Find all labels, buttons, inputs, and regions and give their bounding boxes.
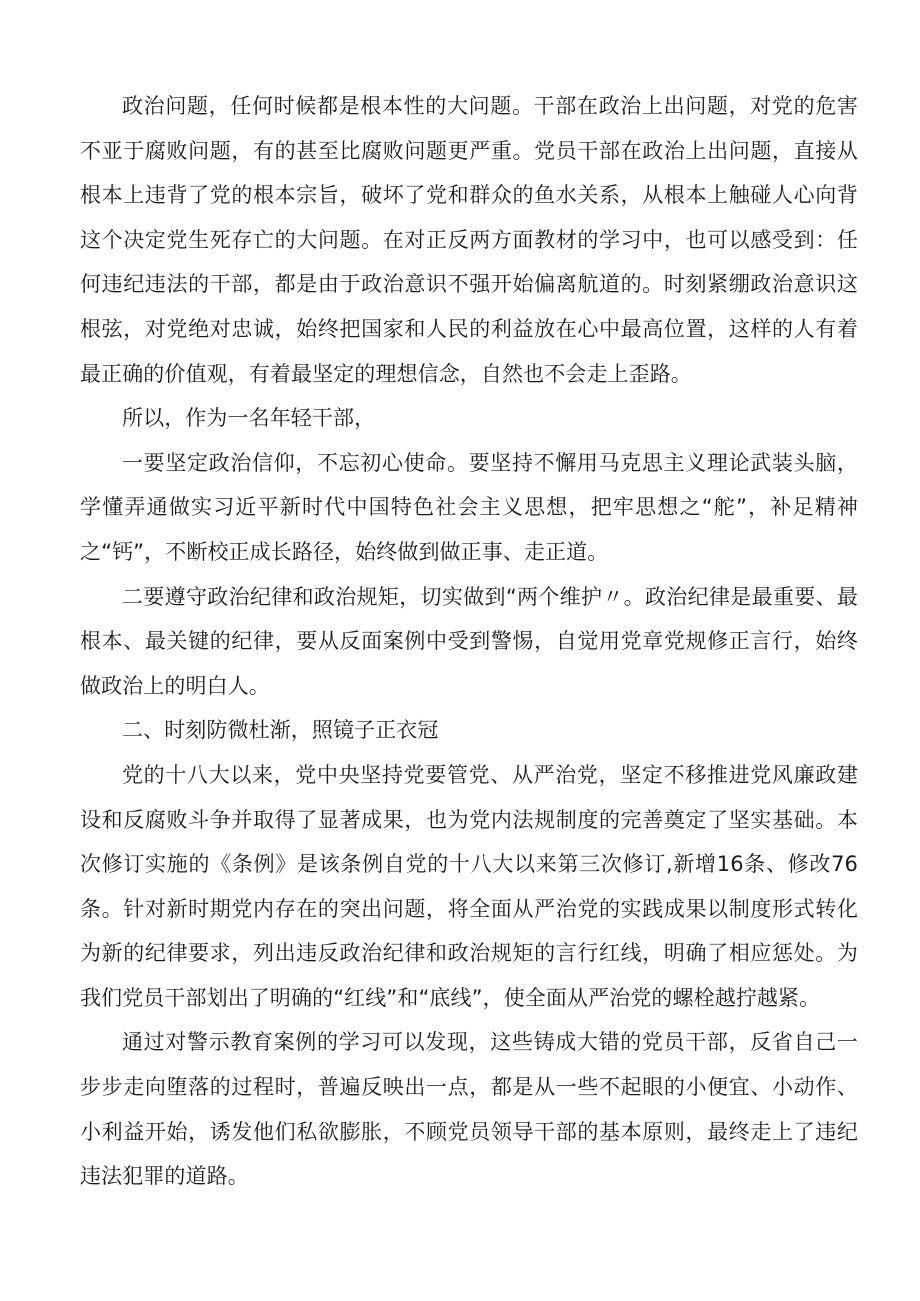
paragraph-political-issues: 政治问题，任何时候都是根本性的大问题。干部在政治上出问题，对党的危害不亚于腐败问题，有的甚至比腐败问题更严重。党员干部在政治上出问题，直接从根本上违背了党的根本宗旨，破坏了党和群众的鱼水关系，从根本上触碰人心向背这个决定党生死存亡的大问题。在对正反两方面教材的学习中，也可以感受到：任何违纪违法的干部，都是由于政治意识不强开始偏离航道的。时刻紧绷政治意识这根弦，对党绝对忠诚，始终把国家和人民的利益放在心中最高位置，这样的人有着最正确的价值观，有着最坚定的理想信念，自然也不会走上歪路。 [80, 94, 858, 386]
paragraph-since-18th-congress: 党的十八大以来，党中央坚持党要管党、从严治党，坚定不移推进党风廉政建设和反腐败斗争并取得了显著成果，也为党内法规制度的完善奠定了坚实基础。本次修订实施的《条例》是该条例自党的十八大以来第三次修订,新增16条、修改76条。针对新时期党内存在的突出问题，将全面从严治党的实践成果以制度形式转化为新的纪律要求，列出违反政治纪律和政治规矩的言行红线，明确了相应惩处。为我们党员干部划出了明确的“红线”和“底线”，使全面从严治党的螺栓越拧越紧。 [80, 762, 858, 1010]
paragraph-as-young-cadre: 所以，作为一名年轻干部， [122, 406, 376, 431]
section-heading-two: 二、时刻防微杜渐，照镜子正衣冠 [122, 718, 439, 743]
paragraph-first-requirement: 一要坚定政治信仰，不忘初心使命。要坚持不懈用马克思主义理论武装头脑，学懂弄通做实习近平新时代中国特色社会主义思想，把牢思想之“舵”，补足精神之“钙”，不断校正成长路径，始终做到做正事、走正道。 [80, 450, 858, 564]
paragraph-warning-education: 通过对警示教育案例的学习可以发现，这些铸成大错的党员干部，反省自己一步步走向堕落的过程时，普遍反映出一点，都是从一些不起眼的小便宜、小动作、小利益开始，诱发他们私欲膨胀，不顾党员领导干部的基本原则，最终走上了违纪违法犯罪的道路。 [80, 1030, 858, 1189]
paragraph-second-requirement: 二要遵守政治纪律和政治规矩，切实做到“两个维护〃。政治纪律是最重要、最根本、最关键的纪律，要从反面案例中受到警惕，自觉用党章党规修正言行，始终做政治上的明白人。 [80, 584, 858, 698]
